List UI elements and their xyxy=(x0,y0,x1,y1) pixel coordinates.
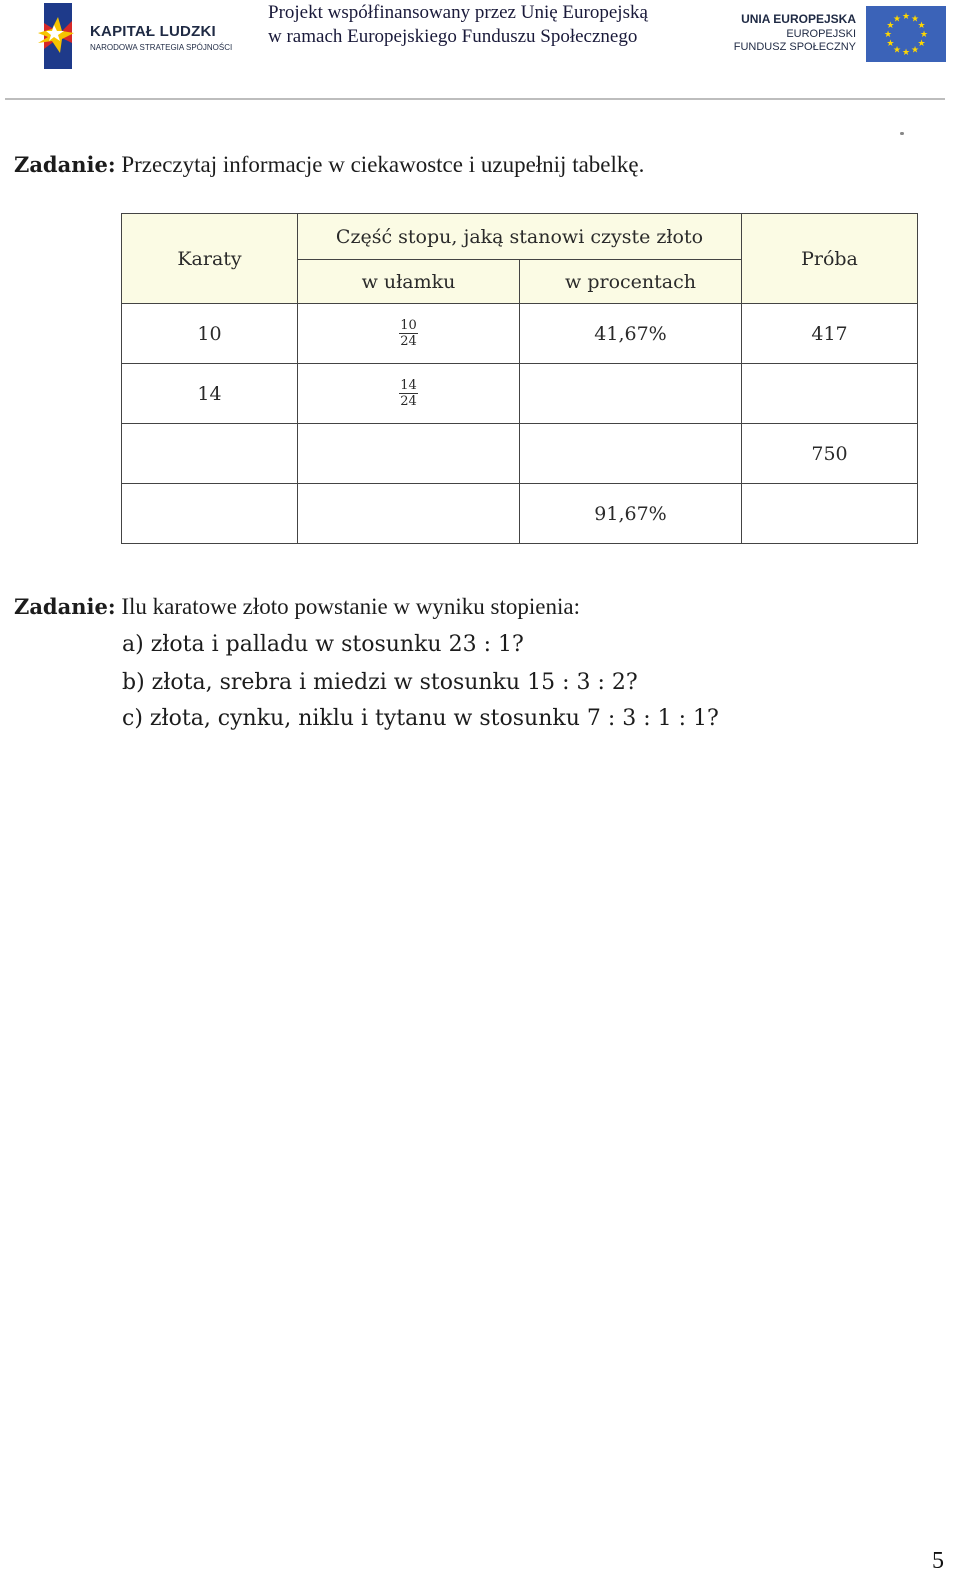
fraction-numerator: 14 xyxy=(400,378,417,393)
project-line-2: w ramach Europejskiego Funduszu Społecznego xyxy=(268,26,638,47)
table-row xyxy=(122,364,918,424)
cell-fraction xyxy=(298,304,520,364)
eu-star-icon: ★ xyxy=(901,11,911,21)
eu-star-icon: ★ xyxy=(917,38,926,48)
task1-heading xyxy=(14,152,644,178)
eu-star-icon: ★ xyxy=(910,13,920,24)
eu-logo-line-2: EUROPEJSKI xyxy=(786,28,856,40)
cell-percent[interactable] xyxy=(520,364,742,424)
header-percent: w procentach xyxy=(520,260,742,304)
header-proba: Próba xyxy=(742,214,918,304)
eu-star-icon: ★ xyxy=(910,44,920,55)
table-row xyxy=(122,424,918,484)
kapital-ludzki-logo xyxy=(38,3,238,69)
eu-star-icon: ★ xyxy=(886,20,895,30)
project-line-1: Projekt współfinansowany przez Unię Europejską xyxy=(268,2,648,23)
cell-fraction[interactable] xyxy=(298,424,520,484)
eu-logo-line-1: UNIA EUROPEJSKA xyxy=(741,12,856,26)
cell-karaty: 10 xyxy=(122,304,298,364)
cell-proba[interactable] xyxy=(742,364,918,424)
eu-star-icon: ★ xyxy=(892,13,902,24)
fraction-denominator: 24 xyxy=(400,334,417,349)
task2-item-b: b) złota, srebra i miedzi w stosunku 15 : 3 : 2? xyxy=(122,670,638,695)
logo-subtitle: NARODOWA STRATEGIA SPÓJNOŚCI xyxy=(90,43,233,52)
header-fraction: w ułamku xyxy=(298,260,520,304)
eu-star-icon: ★ xyxy=(917,20,926,30)
eu-star-icon: ★ xyxy=(892,44,902,55)
cell-proba: 417 xyxy=(742,304,918,364)
page-number: 5 xyxy=(932,1548,944,1574)
header-part-of-alloy: Część stopu, jaką stanowi czyste złoto xyxy=(298,214,742,260)
fraction xyxy=(399,319,418,348)
eu-flag-icon xyxy=(866,6,946,62)
table-row xyxy=(122,304,918,364)
task1-label: Zadanie: xyxy=(14,152,116,177)
cell-karaty[interactable] xyxy=(122,424,298,484)
task2-label: Zadanie: xyxy=(14,594,116,619)
eu-star-icon: ★ xyxy=(886,38,895,48)
cell-proba: 750 xyxy=(742,424,918,484)
eu-star-icon: ★ xyxy=(919,29,929,39)
cell-karaty[interactable] xyxy=(122,484,298,544)
table-row xyxy=(122,484,918,544)
page-header xyxy=(0,0,960,100)
cell-proba[interactable] xyxy=(742,484,918,544)
cell-percent: 41,67% xyxy=(520,304,742,364)
task1-text: Przeczytaj informacje w ciekawostce i uzupełnij tabelkę. xyxy=(121,152,645,177)
cell-percent: 91,67% xyxy=(520,484,742,544)
task2-text: Ilu karatowe złoto powstanie w wyniku stopienia: xyxy=(121,594,580,619)
cell-fraction[interactable] xyxy=(298,484,520,544)
fraction-denominator: 24 xyxy=(400,394,417,409)
cell-fraction xyxy=(298,364,520,424)
eu-star-icon: ★ xyxy=(883,29,893,39)
task2-item-a: a) złota i palladu w stosunku 23 : 1? xyxy=(122,632,524,657)
logo-title: KAPITAŁ LUDZKI xyxy=(90,23,216,40)
header-karaty: Karaty xyxy=(122,214,298,304)
task2-item-c: c) złota, cynku, niklu i tytanu w stosunku 7 : 3 : 1 : 1? xyxy=(122,706,719,731)
cell-percent[interactable] xyxy=(520,424,742,484)
cell-karaty: 14 xyxy=(122,364,298,424)
scan-speck xyxy=(900,132,904,135)
kapital-ludzki-logo-icon xyxy=(38,3,78,69)
header-divider xyxy=(5,98,945,100)
fraction xyxy=(399,379,418,408)
eu-logo-line-3: FUNDUSZ SPOŁECZNY xyxy=(733,41,856,53)
eu-star-icon: ★ xyxy=(901,47,911,57)
gold-purity-table xyxy=(121,213,918,544)
task2-heading xyxy=(14,594,580,620)
fraction-numerator: 10 xyxy=(400,318,417,333)
